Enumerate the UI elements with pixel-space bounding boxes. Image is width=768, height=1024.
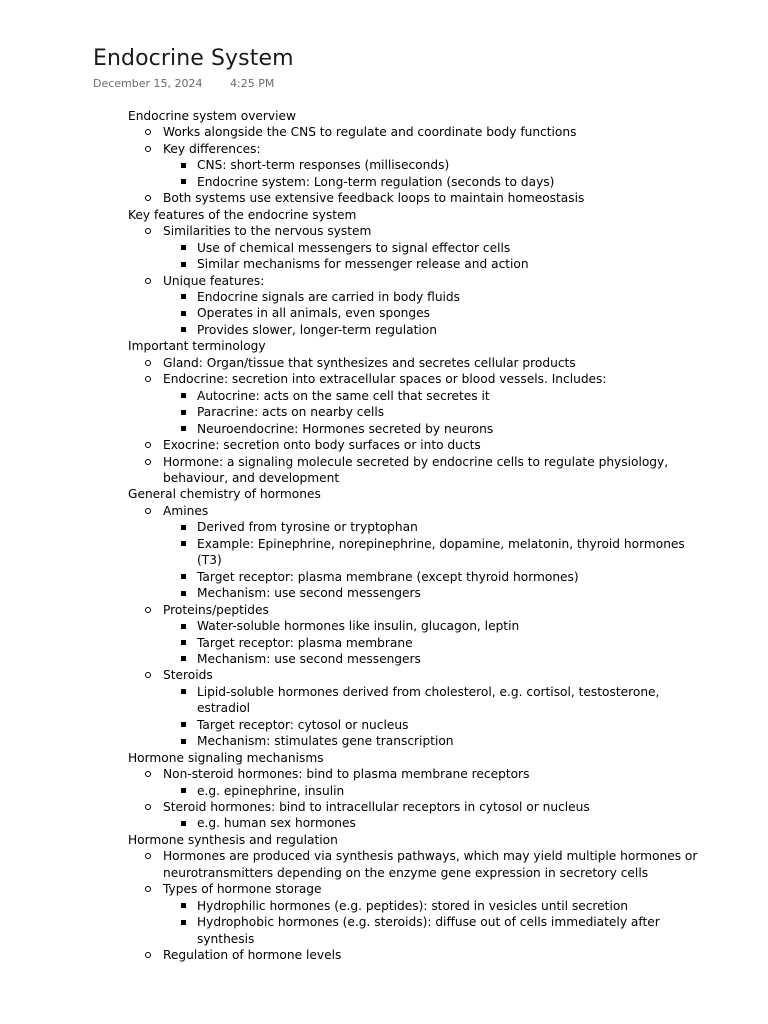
outline-subitem bbox=[0, 684, 768, 700]
square-bullet-icon bbox=[181, 821, 186, 826]
outline-item bbox=[0, 799, 768, 815]
square-bullet-icon bbox=[181, 262, 186, 267]
outline-subitem bbox=[0, 783, 768, 799]
square-bullet-icon bbox=[181, 624, 186, 629]
outline-text: Autocrine: acts on the same cell that secretes it bbox=[197, 388, 490, 403]
square-bullet-icon bbox=[181, 327, 186, 332]
outline-text: estradiol bbox=[197, 701, 251, 716]
outline-text: Similar mechanisms for messenger release and action bbox=[197, 257, 529, 272]
square-bullet-icon bbox=[181, 525, 186, 530]
square-bullet-icon bbox=[181, 574, 186, 579]
outline-text: Key differences: bbox=[163, 141, 261, 156]
square-bullet-icon bbox=[181, 393, 186, 398]
outline-text: Amines bbox=[163, 503, 209, 518]
outline-text: Hormone signaling mechanisms bbox=[128, 750, 324, 765]
outline-text: Endocrine system overview bbox=[128, 109, 296, 123]
square-bullet-icon bbox=[181, 903, 186, 908]
outline-text: Target receptor: cytosol or nucleus bbox=[197, 717, 409, 732]
outline-text: behaviour, and development bbox=[163, 470, 340, 485]
outline-subitem bbox=[0, 388, 768, 404]
outline-text: Hormone: a signaling molecule secreted by endocrine cells to regulate physiology, bbox=[163, 454, 669, 469]
outline-subitem bbox=[0, 421, 768, 437]
hollow-circle-bullet-icon bbox=[145, 442, 151, 448]
outline-item bbox=[0, 190, 768, 206]
square-bullet-icon bbox=[181, 294, 186, 299]
outline-heading bbox=[0, 338, 768, 354]
hollow-circle-bullet-icon bbox=[145, 607, 151, 613]
outline-text: Types of hormone storage bbox=[163, 882, 322, 897]
outline-item bbox=[0, 865, 768, 881]
note-date: December 15, 2024 bbox=[93, 77, 203, 90]
outline-text: Works alongside the CNS to regulate and coordinate body functions bbox=[163, 125, 577, 140]
notes-outline bbox=[0, 108, 768, 964]
outline-text: Endocrine: secretion into extracellular spaces or blood vessels. Includes: bbox=[163, 372, 607, 387]
outline-text: Exocrine: secretion onto body surfaces or into ducts bbox=[163, 438, 481, 453]
hollow-circle-bullet-icon bbox=[145, 853, 151, 859]
hollow-circle-bullet-icon bbox=[145, 952, 151, 958]
outline-text: Neuroendocrine: Hormones secreted by neurons bbox=[197, 421, 494, 436]
square-bullet-icon bbox=[181, 788, 186, 793]
outline-text: Unique features: bbox=[163, 273, 265, 288]
hollow-circle-bullet-icon bbox=[145, 376, 151, 382]
hollow-circle-bullet-icon bbox=[145, 146, 151, 152]
outline-heading bbox=[0, 207, 768, 223]
outline-text: Paracrine: acts on nearby cells bbox=[197, 405, 385, 420]
outline-subitem bbox=[0, 289, 768, 305]
square-bullet-icon bbox=[181, 410, 186, 415]
outline-subitem bbox=[0, 733, 768, 749]
outline-item bbox=[0, 437, 768, 453]
outline-text: Steroid hormones: bind to intracellular receptors in cytosol or nucleus bbox=[163, 800, 590, 815]
outline-text: synthesis bbox=[197, 931, 255, 946]
hollow-circle-bullet-icon bbox=[145, 886, 151, 892]
note-metadata bbox=[93, 77, 274, 91]
outline-item bbox=[0, 947, 768, 963]
square-bullet-icon bbox=[181, 689, 186, 694]
square-bullet-icon bbox=[181, 179, 186, 184]
outline-text: Mechanism: use second messengers bbox=[197, 586, 421, 601]
outline-text: Example: Epinephrine, norepinephrine, dopamine, melatonin, thyroid hormones bbox=[197, 536, 685, 551]
outline-item bbox=[0, 667, 768, 683]
hollow-circle-bullet-icon bbox=[145, 508, 151, 514]
outline-text: Target receptor: plasma membrane bbox=[197, 635, 413, 650]
outline-item bbox=[0, 223, 768, 239]
outline-text: Both systems use extensive feedback loops to maintain homeostasis bbox=[163, 191, 585, 206]
outline-text: Operates in all animals, even sponges bbox=[197, 306, 430, 321]
outline-item bbox=[0, 355, 768, 371]
page-title: Endocrine System bbox=[93, 46, 294, 71]
outline-heading bbox=[0, 832, 768, 848]
outline-heading bbox=[0, 486, 768, 502]
outline-subitem bbox=[0, 305, 768, 321]
outline-text: Target receptor: plasma membrane (except thyroid hormones) bbox=[197, 569, 579, 584]
hollow-circle-bullet-icon bbox=[145, 278, 151, 284]
square-bullet-icon bbox=[181, 739, 186, 744]
outline-text: Similarities to the nervous system bbox=[163, 224, 372, 239]
outline-subitem bbox=[0, 651, 768, 667]
outline-text: Steroids bbox=[163, 668, 213, 683]
outline-text: Provides slower, longer-term regulation bbox=[197, 322, 437, 337]
outline-item bbox=[0, 124, 768, 140]
square-bullet-icon bbox=[181, 541, 186, 546]
outline-text: e.g. epinephrine, insulin bbox=[197, 783, 345, 798]
hollow-circle-bullet-icon bbox=[145, 195, 151, 201]
outline-text: Hydrophilic hormones (e.g. peptides): stored in vesicles until secretion bbox=[197, 898, 629, 913]
outline-text: Gland: Organ/tissue that synthesizes and secretes cellular products bbox=[163, 355, 576, 370]
hollow-circle-bullet-icon bbox=[145, 771, 151, 777]
outline-subitem bbox=[0, 898, 768, 914]
outline-item bbox=[0, 881, 768, 897]
outline-text: Important terminology bbox=[128, 339, 266, 354]
square-bullet-icon bbox=[181, 722, 186, 727]
outline-text: Mechanism: use second messengers bbox=[197, 651, 421, 666]
outline-item bbox=[0, 371, 768, 387]
outline-item bbox=[0, 766, 768, 782]
square-bullet-icon bbox=[181, 920, 186, 925]
outline-text: Hydrophobic hormones (e.g. steroids): diffuse out of cells immediately after bbox=[197, 915, 660, 930]
outline-subitem bbox=[0, 569, 768, 585]
outline-text: Use of chemical messengers to signal effector cells bbox=[197, 240, 511, 255]
hollow-circle-bullet-icon bbox=[145, 129, 151, 135]
square-bullet-icon bbox=[181, 656, 186, 661]
outline-text: Derived from tyrosine or tryptophan bbox=[197, 520, 418, 535]
outline-subitem bbox=[0, 240, 768, 256]
outline-subitem bbox=[0, 157, 768, 173]
outline-subitem bbox=[0, 815, 768, 831]
outline-item bbox=[0, 470, 768, 486]
outline-text: Endocrine signals are carried in body fluids bbox=[197, 289, 461, 304]
hollow-circle-bullet-icon bbox=[145, 228, 151, 234]
outline-item bbox=[0, 602, 768, 618]
outline-text: Proteins/peptides bbox=[163, 602, 269, 617]
outline-item bbox=[0, 454, 768, 470]
outline-subitem bbox=[0, 536, 768, 552]
square-bullet-icon bbox=[181, 311, 186, 316]
hollow-circle-bullet-icon bbox=[145, 672, 151, 678]
hollow-circle-bullet-icon bbox=[145, 804, 151, 810]
hollow-circle-bullet-icon bbox=[145, 360, 151, 366]
square-bullet-icon bbox=[181, 426, 186, 431]
outline-subitem bbox=[0, 519, 768, 535]
outline-subitem bbox=[0, 404, 768, 420]
square-bullet-icon bbox=[181, 163, 186, 168]
outline-heading bbox=[0, 108, 768, 124]
outline-text: Non-steroid hormones: bind to plasma membrane receptors bbox=[163, 767, 530, 782]
outline-subitem bbox=[0, 174, 768, 190]
outline-text: Lipid-soluble hormones derived from cholesterol, e.g. cortisol, testosterone, bbox=[197, 684, 660, 699]
outline-text: Mechanism: stimulates gene transcription bbox=[197, 734, 454, 749]
outline-text: Key features of the endocrine system bbox=[128, 207, 357, 222]
outline-subitem bbox=[0, 717, 768, 733]
outline-text: Water-soluble hormones like insulin, glucagon, leptin bbox=[197, 619, 520, 634]
hollow-circle-bullet-icon bbox=[145, 459, 151, 465]
outline-text: (T3) bbox=[197, 553, 222, 568]
square-bullet-icon bbox=[181, 591, 186, 596]
outline-item bbox=[0, 848, 768, 864]
outline-text: neurotransmitters depending on the enzyme gene expression in secretory cells bbox=[163, 865, 649, 880]
outline-subitem bbox=[0, 931, 768, 947]
outline-subitem bbox=[0, 914, 768, 930]
outline-item bbox=[0, 273, 768, 289]
outline-heading bbox=[0, 750, 768, 766]
outline-text: General chemistry of hormones bbox=[128, 487, 321, 502]
square-bullet-icon bbox=[181, 245, 186, 250]
outline-subitem bbox=[0, 585, 768, 601]
outline-text: Endocrine system: Long-term regulation (seconds to days) bbox=[197, 174, 555, 189]
outline-subitem bbox=[0, 322, 768, 338]
outline-subitem bbox=[0, 700, 768, 716]
outline-subitem bbox=[0, 256, 768, 272]
outline-text: Hormones are produced via synthesis pathways, which may yield multiple hormones or bbox=[163, 849, 698, 864]
note-time: 4:25 PM bbox=[230, 77, 275, 90]
square-bullet-icon bbox=[181, 640, 186, 645]
outline-item bbox=[0, 141, 768, 157]
outline-subitem bbox=[0, 552, 768, 568]
outline-subitem bbox=[0, 618, 768, 634]
outline-text: Hormone synthesis and regulation bbox=[128, 832, 338, 847]
outline-item bbox=[0, 503, 768, 519]
outline-subitem bbox=[0, 635, 768, 651]
outline-text: Regulation of hormone levels bbox=[163, 948, 342, 963]
outline-text: e.g. human sex hormones bbox=[197, 816, 356, 831]
outline-text: CNS: short-term responses (milliseconds) bbox=[197, 158, 450, 173]
